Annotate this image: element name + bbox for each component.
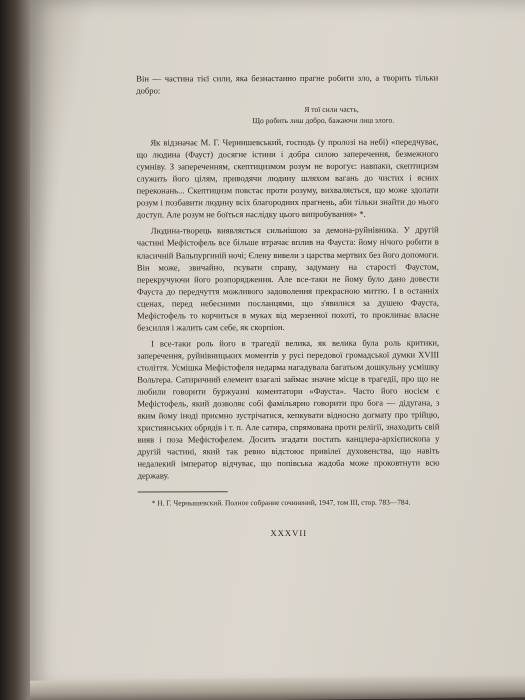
footnote-rule: [138, 492, 228, 493]
page-number: XXXVII: [270, 527, 308, 538]
verse-line-2: Що робить лиш добро, бажаючи лиш злого.: [252, 115, 395, 126]
paragraph-4: І все-таки роль його в трагедії велика, як велика була роль критики, заперечення, руйнівницьких моментів у русі передової громадської думки XVIII століття. Усмішка Мефістофеля недарма нагадувала багатьом дошкульну усмішку Вольтера. Сатиричний елемент взагалі займає значне місце в трагедії, про що не любили говорити буржуазні коментатори «Фауста». Часто його носієм є Мефістофель, який дозволяє собі фамільярно говорити про бога — дідугана, з яким йому іноді приємно зустрічатися, кепкувати відносно догмату про трійцю, християнських обрядів і т. п. Але сатира, спрямована проти релігії, знаходить свій вияв і поза Мефістофелем. Досить згадати постать канцлера-архієпископа у другій частині, який так ревно відстоює привілеї духовенства, що навіть недалекий імператор відчуває, що попівська жадоба може проковтнути всю державу.: [137, 337, 440, 481]
paragraph-2: Як відзначає М. Г. Чернишевський, господь (у пролозі на небі) «передчуває, що людина (Фауст) досягне істини і добра силою заперечення, безмежного сумніву. З запереченням, скептицизмом розум не ворогує: навпаки, скептицизм служить його цілям, приводячи людину шляхом вагань до чистих і ясних переконань... Скептицизм повстає проти розуму, вихваляється, що може здолати розум і позбавити людину всіх благородних прагнень, аби тільки знайти до нього доступ. Але розум не боїться наслідку цього випробування» *.: [136, 136, 439, 220]
page-text: [136, 71, 440, 539]
paragraph-1: Він — частина тієї сили, яка безнастанно прагне робити зло, а творить тільки добро:: [136, 72, 439, 96]
verse-quote: [252, 104, 438, 127]
page-bottom-edge: [30, 675, 525, 700]
paragraph-3: Людина-творець виявляється сильнішою за демона-руйнівника. У другій частині Мефістофель все більше втрачає вплив на Фауста: йому нічого робити в класичній Вальпургиній ночі; Єлену вивели з царства мертвих без його допомоги. Він може, звичайно, псувати справу, задуману на старості Фаустом, перекручуючи його розпорядження. Але все-таки не йому було дано довести Фауста до передчуття можливого задоволення прекрасною миттю. І в останніх сценах, перед небесними посланцями, що з'явилися за душею Фауста, Мефістофель то корчиться в муках від мерзенної похоті, то проклинає власне безсилля і жалить сам себе, як скорпіон.: [136, 224, 440, 333]
verse-line-1: Я тої сили часть,: [304, 104, 359, 115]
footnote: * Н. Г. Чернышевский. Полное собрание сочинений, 1947, том III, стор. 783—784.: [151, 497, 411, 508]
